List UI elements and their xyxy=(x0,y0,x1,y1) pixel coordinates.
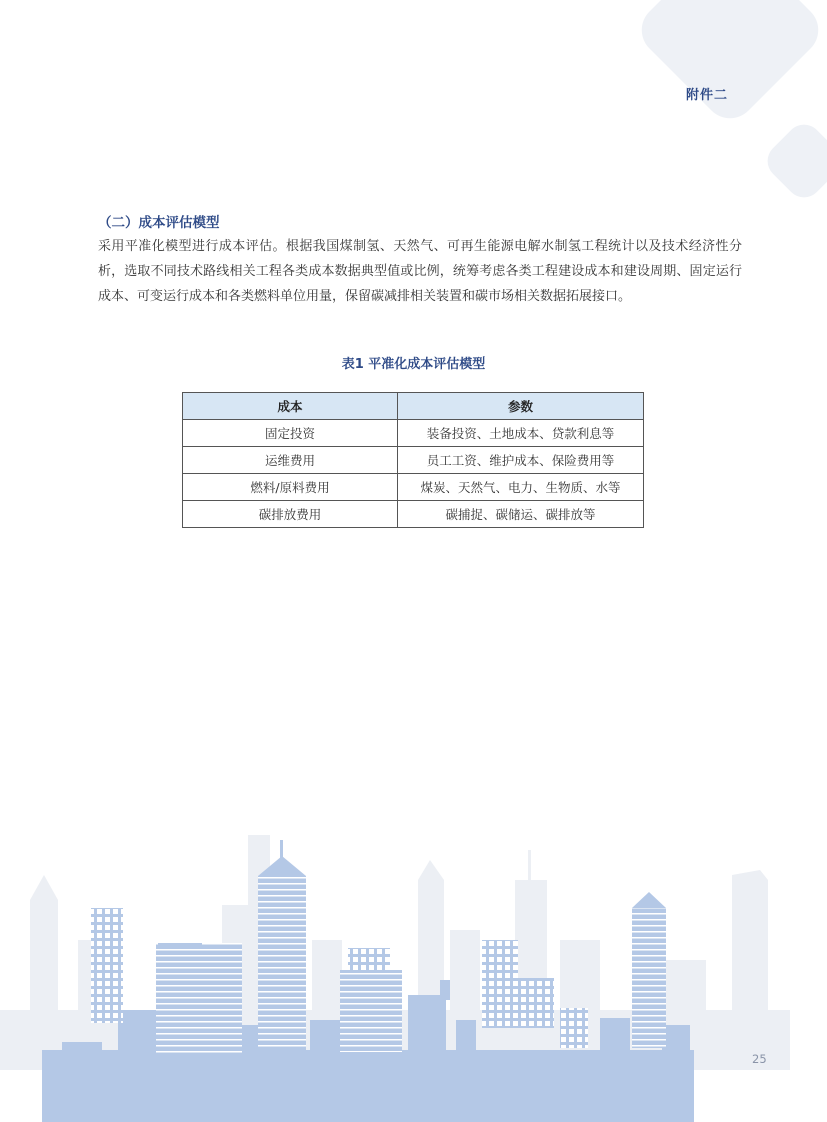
table-row xyxy=(183,501,644,528)
parameter-cell: 煤炭、天然气、电力、生物质、水等 xyxy=(398,474,644,501)
column-header: 参数 xyxy=(398,393,644,420)
cost-cell: 固定投资 xyxy=(183,420,398,447)
decor-diamond-small xyxy=(760,117,827,205)
parameter-cell: 员工工资、维护成本、保险费用等 xyxy=(398,447,644,474)
table-row xyxy=(183,474,644,501)
cost-cell: 燃料/原料费用 xyxy=(183,474,398,501)
table-row xyxy=(183,420,644,447)
page-number: 25 xyxy=(752,1052,767,1066)
table-title: 表1 平准化成本评估模型 xyxy=(341,357,486,372)
cost-table xyxy=(182,392,644,528)
parameter-cell: 装备投资、土地成本、贷款利息等 xyxy=(398,420,644,447)
parameter-cell: 碳捕捉、碳储运、碳排放等 xyxy=(398,501,644,528)
decor-diamond-large xyxy=(631,0,827,129)
column-header: 成本 xyxy=(183,393,398,420)
section-heading: （二）成本评估模型 xyxy=(98,215,220,231)
cost-cell: 运维费用 xyxy=(183,447,398,474)
body-paragraph: 采用平准化模型进行成本评估。根据我国煤制氢、天然气、可再生能源电解水制氢工程统计以及技术经济性分析，选取不同技术路线相关工程各类成本数据典型值或比例，统筹考虑各类工程建设成本和建设周期、固定运行成本、可变运行成本和各类燃料单位用量，保留碳减排相关装置和碳市场相关数据拓展接口。 xyxy=(98,239,742,304)
table-header-row xyxy=(183,393,644,420)
table-row xyxy=(183,447,644,474)
annex-label: 附件二 xyxy=(686,88,729,103)
cost-cell: 碳排放费用 xyxy=(183,501,398,528)
city-skyline-illustration xyxy=(0,820,827,1122)
